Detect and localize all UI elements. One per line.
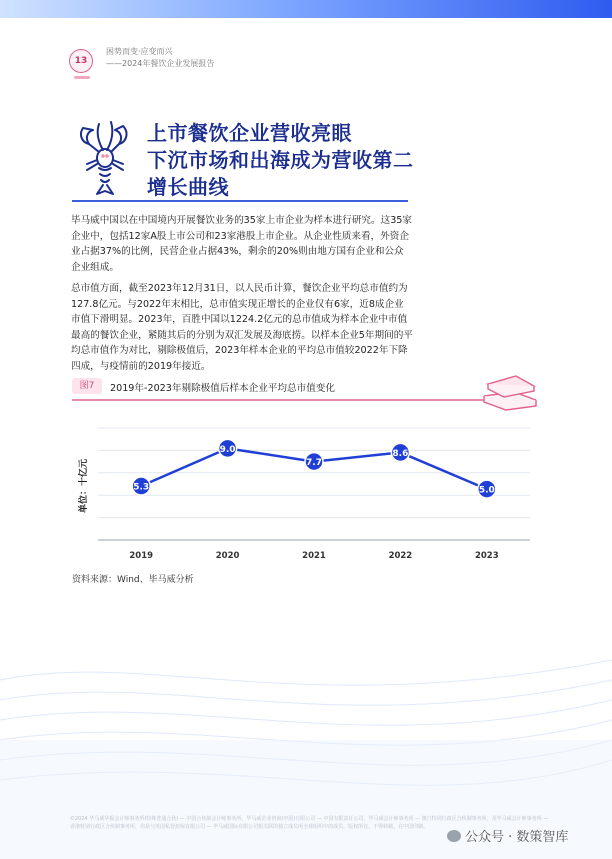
paragraph-sample: 毕马威中国以在中国境内开展餐饮业务的35家上市企业为样本进行研究。这35家企业中，包括12家A股上市公司和23家港股上市企业。从企业性质来看，外资企业占据37%的比例，民营企业占据43%，剩余的20%则由地方国有企业和公众企业组成。 — [71, 215, 413, 273]
title-line-2: 下沉市场和出海成为营收第二 — [147, 148, 414, 172]
data-label: 5.3 — [133, 482, 150, 493]
lobster-icon — [73, 120, 137, 198]
data-label: 7.7 — [306, 458, 322, 469]
wechat-icon — [447, 830, 461, 842]
top-gradient-band — [0, 0, 612, 18]
title-line-1: 上市餐饮企业营收亮眼 — [147, 121, 352, 145]
report-tagline: 困势而变·应变而兴 — [106, 47, 173, 56]
watermark-text: 公众号 · 数策智库 — [465, 830, 569, 845]
data-source-note: 资料来源：Wind、毕马威分析 — [72, 575, 194, 585]
title-underline — [72, 200, 408, 202]
x-tick-label: 2019 — [129, 551, 154, 561]
x-tick-label: 2022 — [388, 551, 413, 561]
title-line-3: 增长曲线 — [147, 175, 229, 199]
data-label: 9.0 — [219, 444, 236, 455]
report-name: ——2024年餐饮企业发展报告 — [106, 59, 215, 68]
footer-legal-text: ©2024 毕马威华振会计师事务所(特殊普通合伙) — 中国合伙制会计师事务所，毕马威企业咨询(中国)有限公司 — 中国有限责任公司，毕马威会计师事务所 — 澳门特别行政区合伙制事务所，及毕马威会计师事务所 — 香港特别行政区合伙制事务所，均是与英国私营担保有限公司 — 毕马威国际有限公司相关联的独立成员所全球组织中的成员。版权所有，不得转载。在中国印刷。 — [70, 816, 549, 830]
figure-tag: 图7 — [72, 378, 102, 394]
decorative-background-waves — [0, 540, 612, 859]
data-label: 5.0 — [478, 485, 495, 496]
figure-rule — [72, 399, 486, 401]
paragraph-market-value: 总市值方面，截至2023年12月31日，以人民币计算，餐饮企业平均总市值约为127.8亿元。与2022年末相比，总市值实现正增长的企业仅有6家，近8成企业市值下滑明显。2023年，百胜中国以1224.2亿元的总市值成为样本企业中市值最高的餐饮企业，紧随其后的分别为双汇发展及海底捞。以样本企业5年期间的平均总市值作为对比，剔除极值后，2023年样本企业的平均总市值较2022年下降四成，与疫情前的2019年接近。 — [71, 283, 413, 372]
stacked-books-icon — [480, 370, 540, 418]
page-number-badge: 13 — [69, 49, 93, 73]
x-tick-label: 2023 — [474, 551, 499, 561]
y-axis-label: 单位：十亿元 — [79, 458, 89, 514]
figure-title: 2019年-2023年剔除极值后样本企业平均总市值变化 — [110, 383, 335, 394]
x-tick-label: 2021 — [302, 551, 326, 561]
x-tick-label: 2020 — [215, 551, 240, 561]
data-label: 8.6 — [392, 448, 409, 459]
wechat-watermark — [447, 826, 568, 845]
